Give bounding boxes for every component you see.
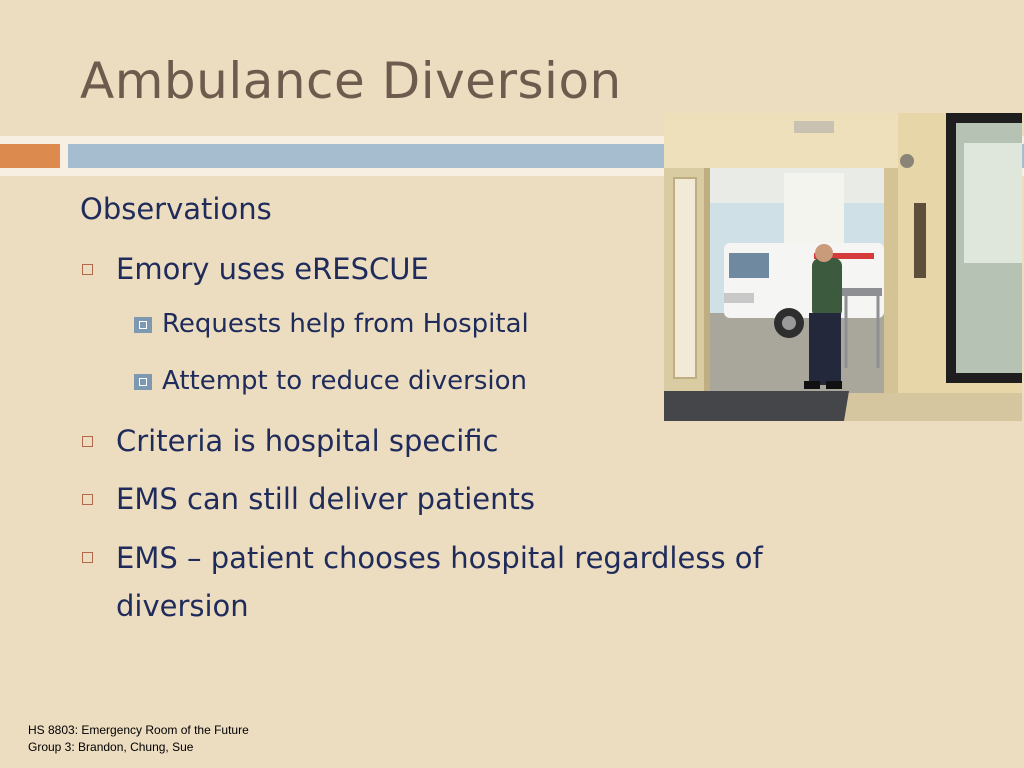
sub-bullet-text: Attempt to reduce diversion: [162, 366, 527, 396]
bullet-item: [80, 418, 880, 464]
bullet-text: EMS – patient chooses hospital regardless of diversion: [116, 541, 763, 623]
content-heading: Observations: [80, 192, 272, 226]
bullet-item: [80, 534, 880, 630]
sub-bullet-item: [80, 361, 880, 401]
slide-title: Ambulance Diversion: [80, 52, 622, 110]
bullet-text: EMS can still deliver patients: [116, 482, 535, 516]
hollow-square-bullet-icon: [82, 494, 93, 505]
slide-footer: [28, 722, 249, 756]
bullet-item: [80, 246, 880, 292]
footer-course-line: HS 8803: Emergency Room of the Future: [28, 723, 249, 737]
hollow-square-bullet-icon: [82, 552, 93, 563]
filled-square-bullet-icon: [134, 374, 152, 390]
sub-bullet-item: [80, 304, 880, 344]
bullet-text: Criteria is hospital specific: [116, 424, 499, 458]
hollow-square-bullet-icon: [82, 264, 93, 275]
filled-square-bullet-icon: [134, 317, 152, 333]
bullet-item: [80, 476, 880, 522]
footer-group-line: Group 3: Brandon, Chung, Sue: [28, 740, 194, 754]
title-divider-accent-orange: [0, 144, 60, 168]
sub-bullet-text: Requests help from Hospital: [162, 309, 529, 339]
hollow-square-bullet-icon: [82, 436, 93, 447]
bullet-text: Emory uses eRESCUE: [116, 252, 429, 286]
bullet-content: [80, 192, 880, 642]
